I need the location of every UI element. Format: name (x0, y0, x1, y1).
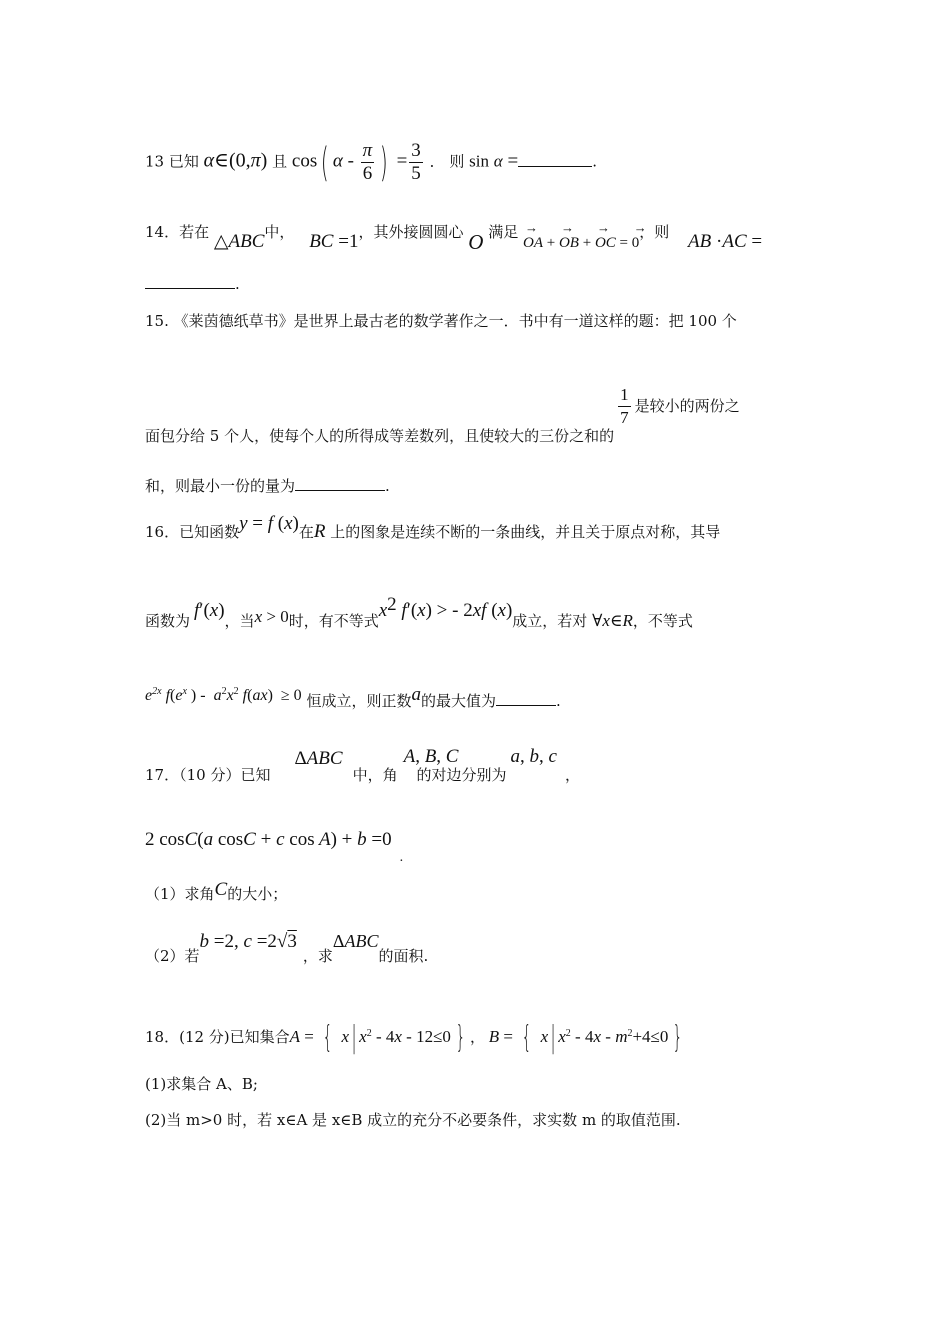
question-16-line-1: 16．已知函数y = f (x)在R 上的图象是连续不断的一条曲线，并且关于原点对称，其导 (145, 513, 721, 542)
question-17-stem: 17．（10 分）已知ΔABC中，角A, B, C的对边分别为a, b, c， (145, 746, 580, 784)
question-16-line-3: $e^{2x}$ $f(e^x$ ) - $a^2x^2$ f(ax) ≥ 0 恒成立，则正数a的最大值为 . (145, 684, 561, 710)
three-fifths: $\frac{3}{5}$ (411, 140, 421, 184)
question-15-line-2: 面包分给 5 个人，使每个人的所得成等差数列，且使较大的三份之和的 $\frac{1}{7}$ 是较小的两份之 (145, 385, 740, 445)
q13-number: 13 (145, 152, 165, 171)
answer-blank-14[interactable] (145, 274, 235, 289)
question-18-part-1: (1)求集合 A、B; (145, 1075, 258, 1093)
one-seventh: $\frac{1}{7}$ (620, 385, 629, 427)
question-17-part-1: （1）求角C的大小； (145, 879, 288, 903)
question-17-part-2: （2）若b =2, c =2√3，求ΔABC的面积. (145, 931, 429, 965)
question-14: 14．若在 △ABC中， BC =1，其外接圆圆心 O 满足 → OA + → OB + → OC = → 0，则 AB ·AC = (145, 220, 762, 243)
question-15-line-3: 和，则最小一份的量为 . (145, 477, 390, 495)
question-18-stem: 18．(12 分)已知集合A = { x| $x^2 - 4x - 12\le 0$ } ， B = { x| $x^2 - 4x - m^2+4\le 0$ } (145, 1020, 683, 1055)
q13-text: 已知 (168, 152, 199, 171)
pi-over-6: $\frac{\pi}{6}$ (362, 140, 373, 184)
question-14-answer: . (145, 274, 240, 294)
question-15-line-1: 15. 《莱茵德纸草书》是世界上最古老的数学著作之一．书中有一道这样的题：把 100 个 (145, 312, 737, 330)
answer-blank-15[interactable] (295, 476, 385, 491)
question-17-equation: 2 cosC(a cosC + c cos A) + b =0. (145, 829, 404, 865)
question-16-line-2: 函数为 f′(x)，当x > 0时，有不等式$x^2$ f′(x) > - 2xf (x)成立，若对 ∀x∈R，不等式 (145, 594, 693, 630)
answer-blank-13[interactable] (518, 152, 592, 167)
question-13: 13 已知 α∈(0,π) 且 cos( α - $\frac{\pi}{6}$ ) = $\frac{3}{5}$ ． 则 sin α = . (145, 139, 597, 186)
question-18-part-2: (2)当 m>0 时，若 x∈A 是 x∈B 成立的充分不必要条件，求实数 m 的取值范围. (145, 1111, 681, 1129)
answer-blank-16[interactable] (496, 691, 556, 706)
